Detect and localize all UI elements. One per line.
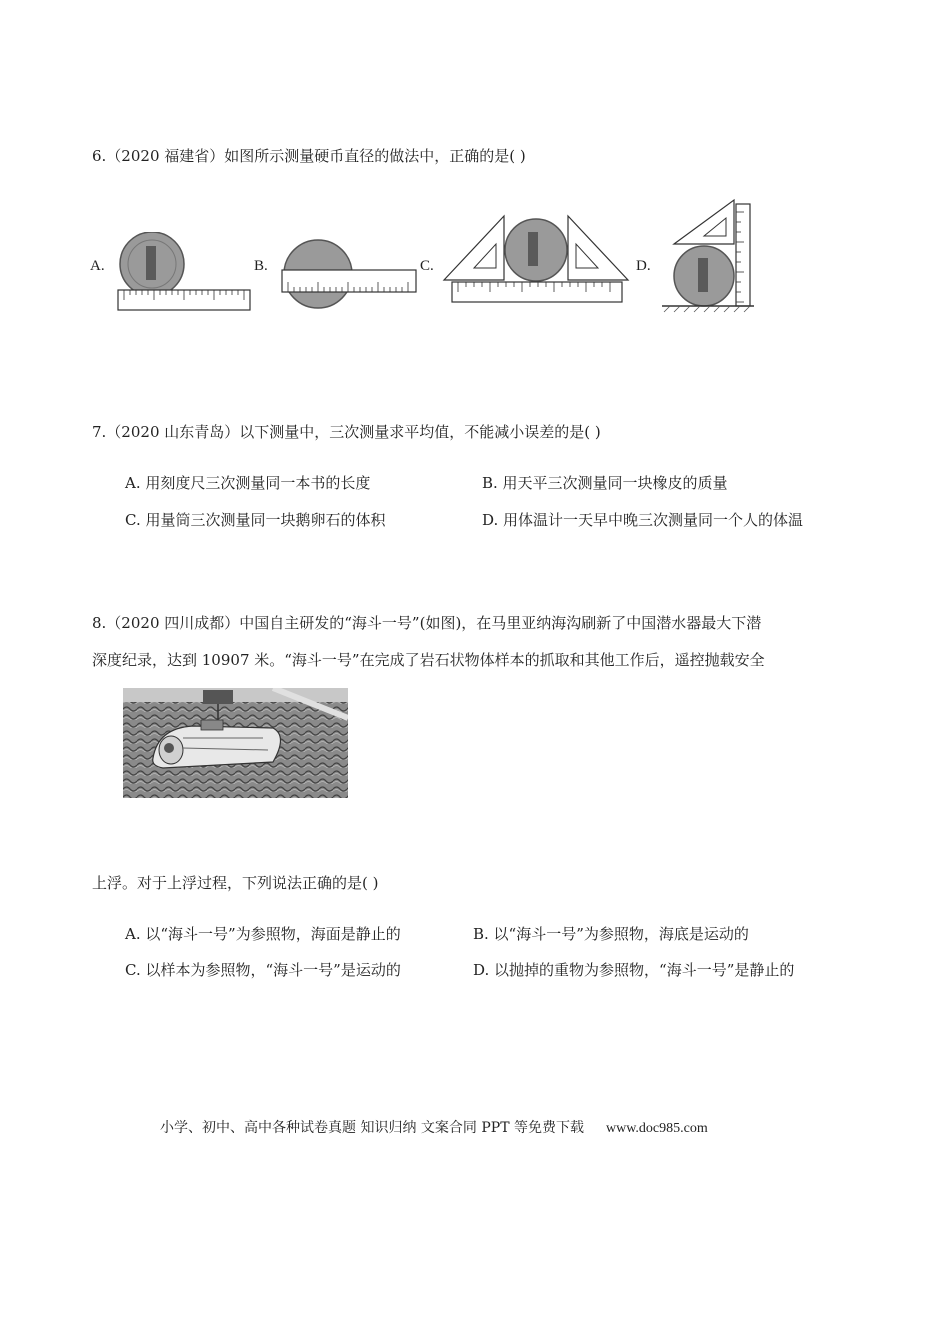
footer-url-link[interactable]: www.doc985.com <box>605 1121 708 1136</box>
question-8-stem-line-3: 上浮。对于上浮过程，下列说法正确的是( ) <box>92 874 379 892</box>
coin-ruler-figure-b <box>278 236 420 314</box>
question-7-option-c: C. 用量筒三次测量同一块鹅卵石的体积 <box>125 511 386 529</box>
footer-text: 小学、初中、高中各种试卷真题 知识归纳 文案合同 PPT 等免费下载 <box>160 1120 584 1136</box>
coin-ruler-figure-a <box>114 232 254 314</box>
submersible-photo <box>123 688 348 798</box>
figure-label-a: A. <box>90 258 105 274</box>
question-8-option-d: D. 以抛掉的重物为参照物，“海斗一号”是静止的 <box>473 961 795 979</box>
coin-triangle-figure-c <box>440 212 634 314</box>
question-8-stem-line-1: 8.（2020 四川成都）中国自主研发的“海斗一号”(如图)，在马里亚纳海沟刷新了中国潜水器最大下潜 <box>92 614 762 632</box>
figure-label-d: D. <box>636 258 651 274</box>
question-7-option-a: A. 用刻度尺三次测量同一本书的长度 <box>125 474 371 492</box>
question-7-option-d: D. 用体温计一天早中晚三次测量同一个人的体温 <box>482 511 804 529</box>
coin-triangle-figure-d <box>660 196 756 314</box>
question-8-stem-line-2: 深度纪录，达到 10907 米。“海斗一号”在完成了岩石状物体样本的抓取和其他工作后，遥控抛载安全 <box>92 651 765 669</box>
question-6-stem: 6.（2020 福建省）如图所示测量硬币直径的做法中，正确的是( ) <box>92 147 526 165</box>
question-8-option-c: C. 以样本为参照物，“海斗一号”是运动的 <box>125 961 401 979</box>
figure-label-b: B. <box>254 258 268 274</box>
question-7-stem: 7.（2020 山东青岛）以下测量中，三次测量求平均值，不能减小误差的是( ) <box>92 423 601 441</box>
question-7-option-b: B. 用天平三次测量同一块橡皮的质量 <box>482 474 728 492</box>
page-footer <box>160 1117 708 1137</box>
question-8-option-b: B. 以“海斗一号”为参照物，海底是运动的 <box>473 925 749 943</box>
figure-label-c: C. <box>420 258 434 274</box>
question-8-option-a: A. 以“海斗一号”为参照物，海面是静止的 <box>125 925 401 943</box>
